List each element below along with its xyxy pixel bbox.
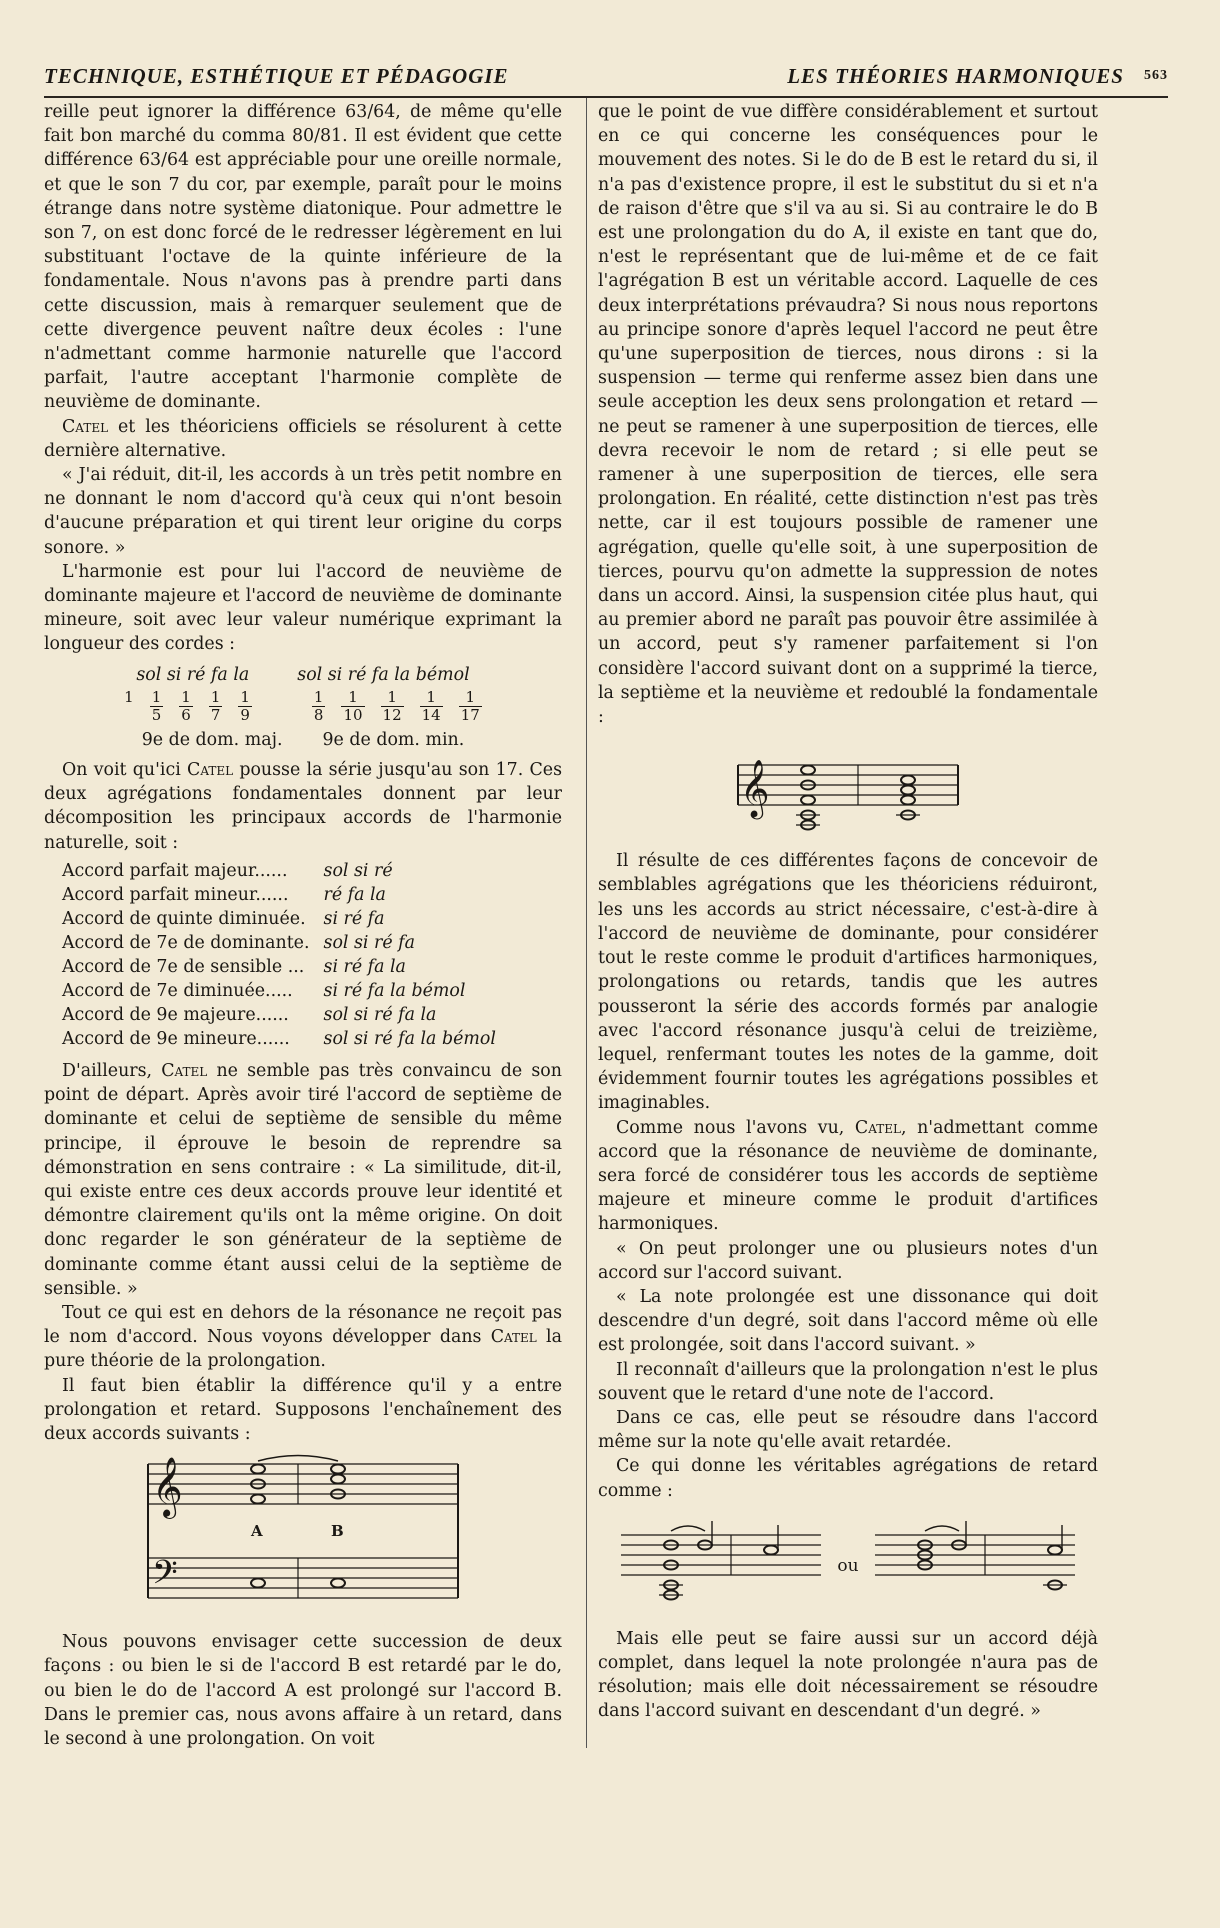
page-number: 563 bbox=[1144, 68, 1168, 83]
label-minor: 9e de dom. min. bbox=[322, 729, 465, 750]
fraction-denominator: 10 bbox=[343, 705, 363, 724]
fraction-numerator: 1 bbox=[426, 687, 436, 706]
ratio-fraction bbox=[459, 689, 482, 724]
author-name: Catel bbox=[490, 1327, 537, 1348]
ratio-fraction bbox=[124, 689, 134, 724]
fraction-numerator: 1 bbox=[387, 687, 397, 706]
fraction-denominator: 14 bbox=[421, 705, 441, 724]
label-major: 9e de dom. maj. bbox=[141, 729, 283, 750]
chord-notes: si ré fa bbox=[323, 908, 385, 929]
retard-example-2 bbox=[875, 1521, 1075, 1611]
fraction-denominator: 12 bbox=[382, 705, 402, 724]
chord-name: Accord de 7e de dominante. bbox=[62, 932, 310, 953]
chord-notes: sol si ré fa bbox=[323, 932, 415, 953]
paragraph: Il reconnaît d'ailleurs que la prolongation n'est le plus souvent que le retard d'une note de l'accord. bbox=[598, 1359, 1098, 1404]
quote: « On peut prolonger une ou plusieurs notes d'un accord sur l'accord suivant. bbox=[598, 1238, 1098, 1283]
chord-name: Accord de 7e de sensible ... bbox=[62, 956, 305, 977]
ninth-chord-ratios bbox=[44, 663, 562, 752]
chord-row bbox=[62, 1003, 496, 1027]
fraction-denominator: 7 bbox=[210, 705, 221, 724]
music-example-reduced-chord bbox=[728, 745, 968, 835]
ratio-fraction bbox=[238, 689, 252, 724]
ratio-fraction bbox=[312, 689, 326, 724]
chord-notes: ré fa la bbox=[323, 884, 386, 905]
author-name: Catel bbox=[62, 416, 109, 437]
fraction-denominator: 6 bbox=[181, 705, 191, 724]
chord-row bbox=[62, 931, 496, 955]
chord-row bbox=[62, 955, 496, 979]
fraction-numerator: 1 bbox=[348, 687, 358, 706]
fraction-numerator: 1 bbox=[181, 687, 191, 706]
chord-row bbox=[62, 979, 496, 1003]
ou-label: ou bbox=[837, 1555, 859, 1576]
fraction-numerator: 1 bbox=[151, 687, 162, 706]
paragraph: Il résulte de ces différentes façons de concevoir de semblables agrégations que les théoriciens réduiront, les uns les accords au strict nécessaire, c'est-à-dire à l'accord de neuvième de dominante, pour considérer tout le reste comme le produit d'artifices harmoniques, prolongations ou retards, tandis que les autres pousseront la série des accords formés par analogie avec l'accord résonance jusqu'à celui de treizième, lequel, renfermant toutes les notes de la gamme, doit évidemment fournir toutes les agrégations possibles et imaginables. bbox=[598, 851, 1098, 1114]
fractions-major bbox=[124, 689, 252, 724]
paragraph-text: D'ailleurs, bbox=[62, 1060, 162, 1081]
fraction-numerator: 1 bbox=[313, 687, 324, 706]
chord-notes: si ré fa la bbox=[323, 956, 406, 977]
paragraph-text: pousse la série jusqu'au son 17. Ces deux agrégations fondamentales donnent par leur décomposition les principaux accords de l'harmonie naturelle, soit : bbox=[44, 760, 562, 853]
paragraph: que le point de vue diffère considérablement et surtout en ce qui concerne les conséquences pour le mouvement des notes. Si le do de B est le retard du si, il n'a pas d'existence propre, il est le substitut du si et n'a de raison d'être que s'il va au si. Si au contraire le do B est une prolongation du do A, il existe en tant que do, n'est le représentant que de lui-même et de ce fait l'agrégation B est un véritable accord. Laquelle de ces deux interprétations prévaudra? Si nous nous reportons au principe sonore d'après lequel l'accord ne peut être qu'une superposition de tierces, nous dirons : si la suspension — terme qui renferme assez bien dans une seule acception les deux sens prolongation et retard — ne peut se ramener à une superposition de tierces, elle devra recevoir le nom de retard ; si elle peut se ramener à une superposition de tierces, elle sera prolongation. En réalité, cette distinction n'est pas très nette, car il est toujours possible de ramener une agrégation, quelle qu'elle soit, à une superposition de tierces, pourvu qu'on admette la suppression de notes dans un accord. Ainsi, la suspension citée plus haut, qui au premier abord ne paraît pas pouvoir être assimilée à un accord, peut s'y ramener parfaitement si l'on considère l'accord suivant dont on a supprimé la tierce, la septième et la neuvième et redoublé la fondamentale : bbox=[598, 102, 1098, 728]
paragraph: Ce qui donne les véritables agrégations de retard comme : bbox=[598, 1456, 1098, 1501]
chord-name: Accord de 7e diminuée..... bbox=[62, 980, 293, 1001]
music-example-retards bbox=[598, 1521, 1098, 1611]
paragraph-text: On voit qu'ici bbox=[62, 760, 188, 781]
running-header bbox=[44, 62, 1168, 98]
paragraph-text: , n'admettant comme accord que la résonance de neuvième de dominante, sera forcé de considérer tous les accords de septième majeure et mineure comme le produit d'artifices harmoniques. bbox=[598, 1117, 1098, 1235]
fraction-denominator: 9 bbox=[240, 705, 250, 724]
quote: « La note prolongée est une dissonance qui doit descendre d'un degré, soit dans l'accord même où elle est prolongée, soit dans l'accord suivant. » bbox=[598, 1286, 1098, 1356]
music-example-ab bbox=[138, 1446, 468, 1622]
ratio-fraction bbox=[381, 689, 404, 724]
ratio-fraction bbox=[150, 689, 164, 724]
treble-clef-icon: 𝄞 bbox=[740, 759, 770, 818]
author-name: Catel bbox=[854, 1117, 901, 1138]
chord-list bbox=[62, 859, 496, 1051]
quote: « J'ai réduit, dit-il, les accords à un très petit nombre en ne donnant le nom d'accord qu'à ceux qui n'ont besoin d'aucune préparation et qui tirent leur origine du corps sonore. » bbox=[44, 465, 562, 558]
chord-label-b: B bbox=[331, 1522, 344, 1541]
paragraph-text: Comme nous l'avons vu, bbox=[616, 1117, 855, 1138]
paragraph: Dans ce cas, elle peut se résoudre dans l'accord même sur la note qu'elle avait retardée. bbox=[598, 1407, 1098, 1453]
chord-notes: sol si ré bbox=[323, 860, 393, 881]
bass-clef-icon: 𝄢 bbox=[152, 1554, 178, 1601]
chord-name: Accord parfait majeur...... bbox=[62, 860, 288, 881]
right-column bbox=[598, 100, 1098, 1724]
paragraph bbox=[44, 1059, 562, 1301]
header-right-title: LES THÉORIES HARMONIQUES bbox=[787, 64, 1124, 88]
paragraph bbox=[598, 1116, 1098, 1237]
fraction-denominator: 17 bbox=[460, 705, 480, 724]
author-name: Catel bbox=[161, 1060, 208, 1081]
chord-notes: sol si ré fa la bbox=[323, 1004, 437, 1025]
ratio-fraction bbox=[179, 689, 193, 724]
notes-major: sol si ré fa la bbox=[136, 664, 250, 685]
fraction-numerator: 1 bbox=[210, 687, 221, 706]
paragraph-text: la pure théorie de la prolongation. bbox=[44, 1327, 562, 1372]
paragraph bbox=[44, 415, 562, 463]
chord-name: Accord de 9e mineure...... bbox=[62, 1028, 290, 1049]
chord-label-a: A bbox=[251, 1522, 263, 1541]
paragraph bbox=[44, 758, 562, 855]
fraction-denominator: 5 bbox=[151, 705, 162, 724]
paragraph: Nous pouvons envisager cette succession de deux façons : ou bien le si de l'accord B est retardé par le do, ou bien le do de l'accord A est prolongé sur l'accord B. Dans le premier cas, nous avons affaire à un retard, dans le second à une prolongation. On voit bbox=[44, 1632, 562, 1749]
left-column bbox=[44, 100, 562, 1751]
paragraph: reille peut ignorer la différence 63/64, de même qu'elle fait bon marché du comma 80/81. Il est évident que cette différence 63/64 est appréciable pour une oreille normale, et que le son 7 du cor, par exemple, paraît pour le moins étrange dans notre système diatonique. Pour admettre le son 7, on est donc forcé de le redresser légèrement en lui substituant l'octave de la quinte inférieure de la fondamentale. Nous n'avons pas à prendre parti dans cette discussion, mais à remarquer seulement que de cette divergence peuvent naître deux écoles : l'une n'admettant comme harmonie naturelle que l'accord parfait, l'autre acceptant l'harmonie complète de neuvième de dominante. bbox=[44, 102, 562, 413]
ratio-fraction bbox=[209, 689, 223, 724]
paragraph bbox=[44, 1301, 562, 1374]
chord-notes: sol si ré fa la bémol bbox=[323, 1028, 496, 1049]
fraction-numerator: 1 bbox=[465, 687, 476, 706]
paragraph-text: Tout ce qui est en dehors de la résonance ne reçoit pas le nom d'accord. Nous voyons développer dans bbox=[44, 1302, 562, 1348]
paragraph: Mais elle peut se faire aussi sur un accord déjà complet, dans lequel la note prolongée n'aura pas de résolution; mais elle doit nécessairement se résoudre dans l'accord suivant en descendant d'un degré. » bbox=[598, 1628, 1098, 1722]
ratio-fraction bbox=[420, 689, 443, 724]
fraction-numerator: 1 bbox=[124, 687, 134, 706]
notes-minor: sol si ré fa la bémol bbox=[297, 664, 470, 685]
paragraph: L'harmonie est pour lui l'accord de neuvième de dominante majeure et l'accord de neuvième de dominante mineure, soit avec leur valeur numérique exprimant la longueur des cordes : bbox=[44, 561, 562, 655]
chord-row bbox=[62, 907, 496, 931]
chord-name: Accord de 9e majeure...... bbox=[62, 1004, 289, 1025]
paragraph-text: ne semble pas très convaincu de son point de départ. Après avoir tiré l'accord de septième de dominante et celui de septième de sensible du même principe, il éprouve le besoin de reprendre sa démonstration en sens contraire : « La similitude, dit-il, qui existe entre ces deux accords prouve leur identité et démontre clairement qu'ils ont la même origine. On doit donc regarder le son générateur de la septième de dominante comme étant aussi celui de la septième de sensible. » bbox=[44, 1060, 562, 1299]
fraction-denominator: 8 bbox=[313, 705, 324, 724]
chord-notes: si ré fa la bémol bbox=[323, 980, 466, 1001]
fraction-numerator: 1 bbox=[240, 687, 250, 706]
author-name: Catel bbox=[187, 760, 234, 781]
paragraph-text: et les théoriciens officiels se résolurent à cette dernière alternative. bbox=[44, 416, 562, 461]
header-left-title: TECHNIQUE, ESTHÉTIQUE ET PÉDAGOGIE bbox=[44, 64, 509, 88]
treble-clef-icon: 𝄞 bbox=[152, 1457, 183, 1518]
ratio-fraction bbox=[341, 689, 364, 724]
column-divider bbox=[586, 98, 587, 1748]
chord-row bbox=[62, 859, 496, 883]
chord-name: Accord parfait mineur...... bbox=[62, 884, 289, 905]
paragraph: Il faut bien établir la différence qu'il y a entre prolongation et retard. Supposons l'enchaînement des deux accords suivants : bbox=[44, 1375, 562, 1444]
chord-row bbox=[62, 1027, 496, 1051]
chord-name: Accord de quinte diminuée. bbox=[62, 908, 306, 929]
fractions-minor bbox=[312, 689, 482, 724]
chord-row bbox=[62, 883, 496, 907]
retard-example-1 bbox=[621, 1521, 821, 1611]
